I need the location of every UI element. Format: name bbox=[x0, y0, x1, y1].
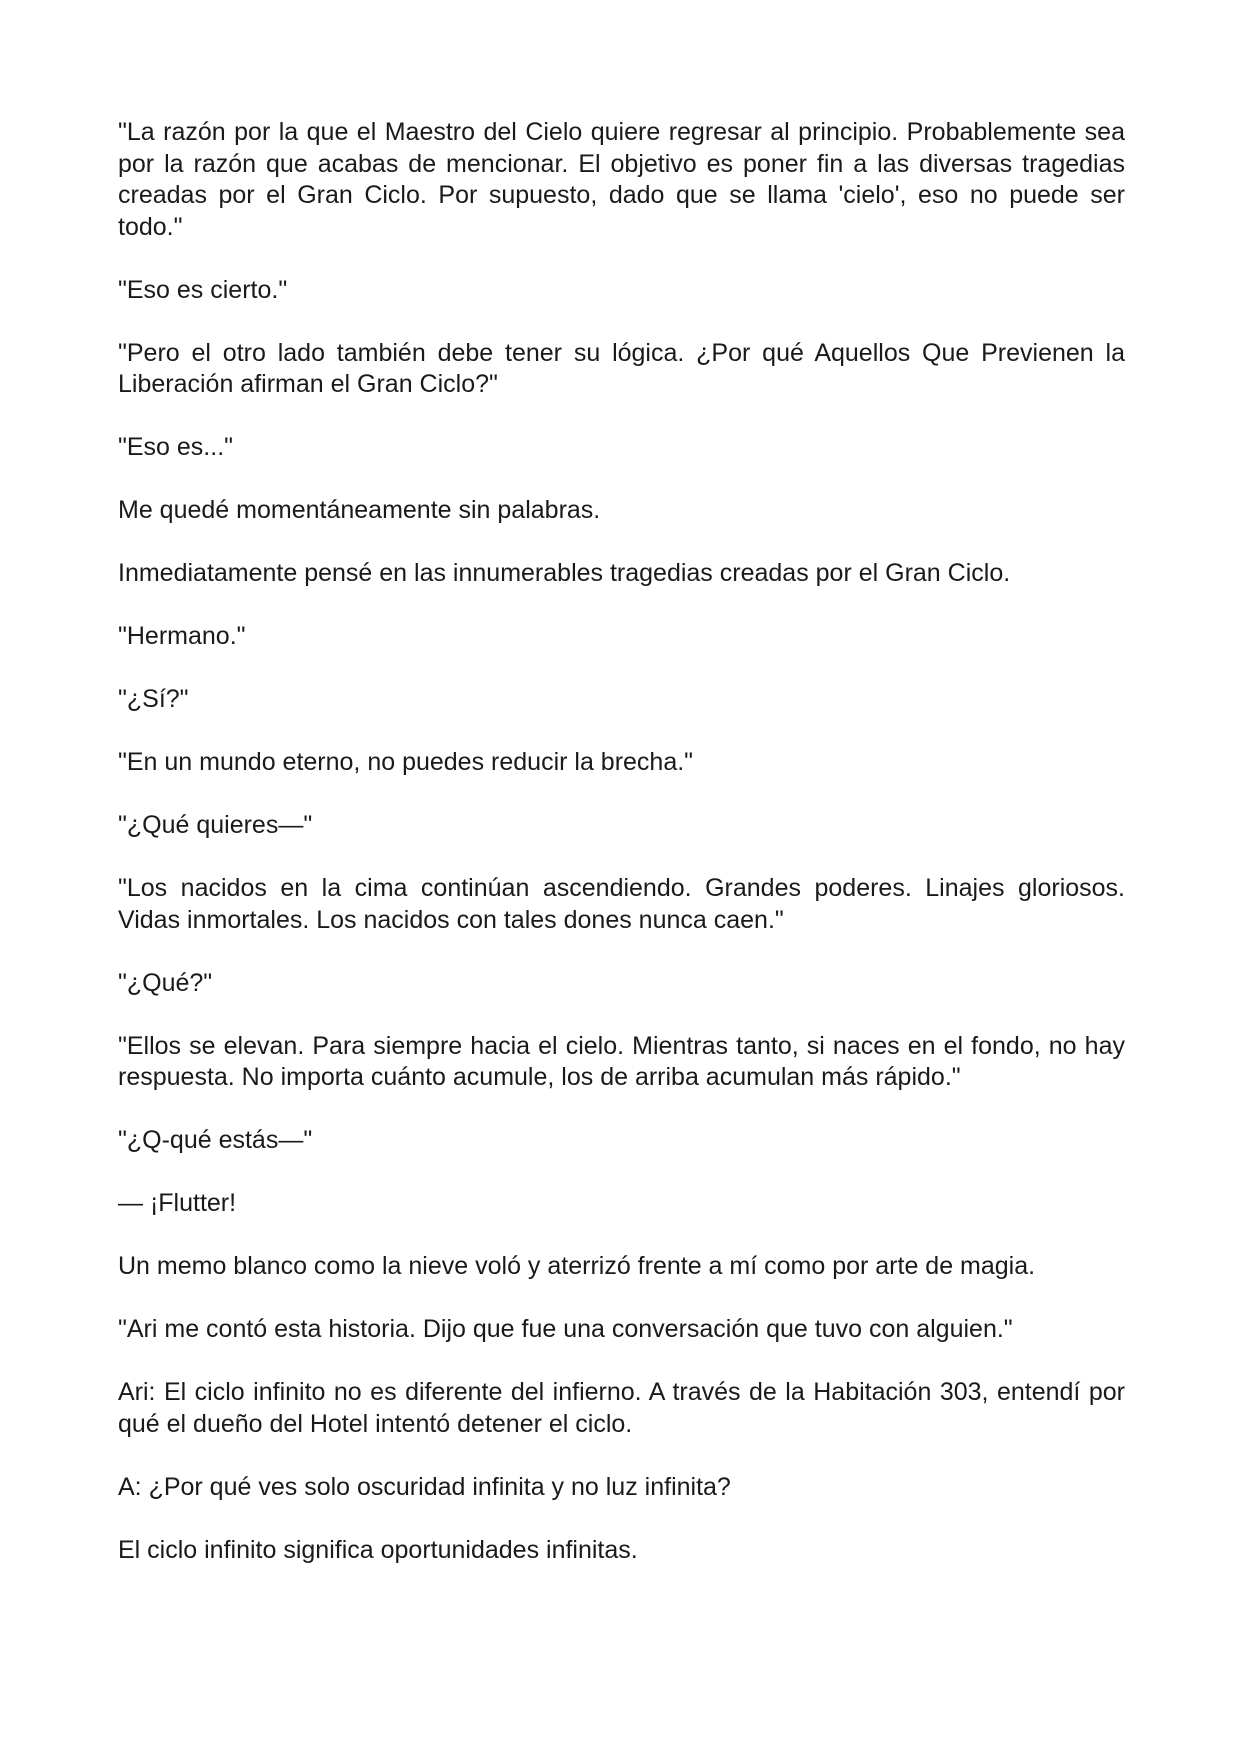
paragraph: "¿Qué?" bbox=[118, 968, 213, 997]
paragraph: Me quedé momentáneamente sin palabras. bbox=[118, 496, 601, 524]
paragraph: "En un mundo eterno, no puedes reducir la brecha." bbox=[118, 748, 694, 776]
paragraph: Inmediatamente pensé en las innumerables tragedias creadas por el Gran Ciclo. bbox=[118, 559, 1011, 587]
document-page bbox=[118, 117, 1125, 1598]
paragraph: — ¡Flutter! bbox=[118, 1189, 237, 1217]
paragraph: "Ari me contó esta historia. Dijo que fue una conversación que tuvo con alguien." bbox=[118, 1315, 1013, 1343]
paragraph: "¿Sí?" bbox=[118, 685, 189, 713]
paragraph: "La razón por la que el Maestro del Cielo quiere regresar al principio. Probablemente sea por la razón que acabas de mencionar. El objetivo es poner fin a las diversas tragedias creadas por el Gran Ciclo. Por supuesto, dado que se llama 'cielo', eso no puede ser todo." bbox=[118, 118, 1125, 241]
paragraph: "Los nacidos en la cima continúan ascendiendo. Grandes poderes. Linajes gloriosos. Vidas inmortales. Los nacidos con tales dones nunca caen." bbox=[118, 874, 1125, 934]
paragraph: "Pero el otro lado también debe tener su lógica. ¿Por qué Aquellos Que Previenen la Liberación afirman el Gran Ciclo?" bbox=[118, 338, 1125, 398]
paragraph: "Eso es..." bbox=[118, 433, 234, 461]
paragraph: El ciclo infinito significa oportunidades infinitas. bbox=[118, 1535, 638, 1564]
paragraph: Ari: El ciclo infinito no es diferente del infierno. A través de la Habitación 303, entendí por qué el dueño del Hotel intentó detener el ciclo. bbox=[118, 1378, 1125, 1438]
paragraph: A: ¿Por qué ves solo oscuridad infinita y no luz infinita? bbox=[118, 1472, 731, 1501]
paragraph: "¿Qué quieres—" bbox=[118, 811, 313, 839]
paragraph: "¿Q-qué estás—" bbox=[118, 1126, 313, 1154]
paragraph: "Hermano." bbox=[118, 622, 246, 650]
paragraph: "Ellos se elevan. Para siempre hacia el cielo. Mientras tanto, si naces en el fondo, no hay respuesta. No importa cuánto acumule, los de arriba acumulan más rápido." bbox=[118, 1031, 1125, 1091]
paragraph: "Eso es cierto." bbox=[118, 275, 288, 304]
paragraph: Un memo blanco como la nieve voló y aterrizó frente a mí como por arte de magia. bbox=[118, 1252, 1036, 1280]
